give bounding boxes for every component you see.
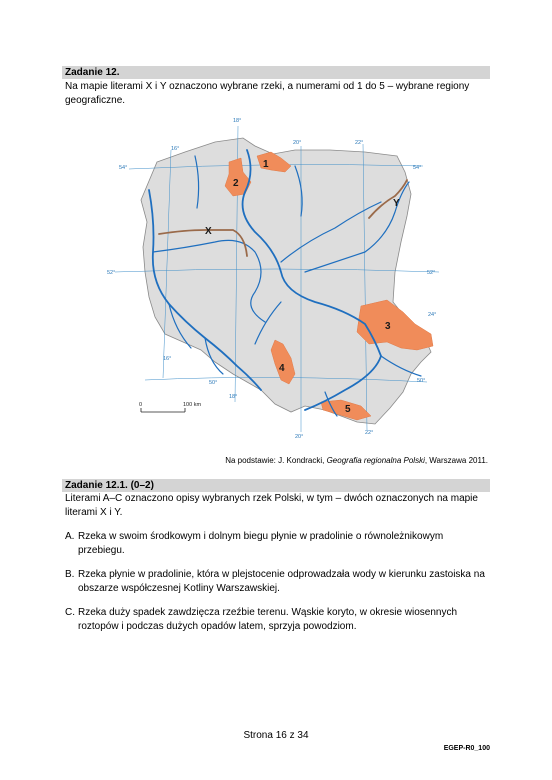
subtask-intro: Literami A–C oznaczono opisy wybranych rzek Polski, w tym – dwóch oznaczonych na mapie literami X i Y. (65, 493, 478, 518)
deg-top-22: 22° (355, 140, 364, 146)
option-c-letter: C. (65, 607, 75, 618)
poland-map (105, 112, 445, 442)
river-label-x: X (205, 226, 212, 237)
deg-top-16: 16° (171, 146, 180, 152)
deg-right-24: 24° (428, 312, 437, 318)
task-header: Zadanie 12. (65, 67, 120, 78)
option-b-text: Rzeka płynie w pradolinie, która w plejstocenie odprowadzała wody w kierunku zastoiska na obszarze współczesnej Kotliny Warszawskiej. (78, 569, 485, 594)
option-a-letter: A. (65, 531, 75, 542)
scale-start: 0 (139, 402, 143, 408)
source-title: Geografia regionalna Polski (326, 456, 425, 465)
region-label-1: 1 (263, 159, 269, 170)
deg-right-54: 54° (413, 165, 422, 171)
map-source: Na podstawie: J. Kondracki, Geografia regionalna Polski, Warszawa 2011. (225, 456, 488, 465)
deg-bottom-18: 18° (229, 394, 238, 400)
region-label-5: 5 (345, 404, 351, 415)
deg-bottom-20: 20° (295, 434, 304, 440)
deg-top-18: 18° (233, 118, 242, 124)
subtask-header-bar (62, 479, 490, 492)
option-a-text: Rzeka w swoim środkowym i dolnym biegu płynie w pradolinie o równoleżnikowym przebiegu. (78, 531, 444, 556)
deg-bottom-22: 22° (365, 430, 374, 436)
deg-left-50: 50° (209, 380, 218, 386)
scale-bar (139, 402, 201, 412)
scale-end: 100 km (183, 402, 202, 408)
deg-right-50: 50° (417, 378, 426, 384)
deg-bottom-16: 16° (163, 356, 172, 362)
deg-left-54: 54° (119, 165, 128, 171)
deg-right-52: 52° (427, 270, 436, 276)
region-label-2: 2 (233, 178, 239, 189)
region-label-4: 4 (279, 363, 285, 374)
option-c-text: Rzeka duży spadek zawdzięcza rzeźbie terenu. Wąskie koryto, w okresie wiosennych roztopów i podczas dużych opadów latem, sprzyja powodziom. (78, 607, 458, 632)
deg-top-20: 20° (293, 140, 302, 146)
river-label-y: Y (393, 198, 400, 209)
option-b-letter: B. (65, 569, 75, 580)
task-header-bar (62, 66, 490, 79)
task-intro: Na mapie literami X i Y oznaczono wybrane rzeki, a numerami od 1 do 5 – wybrane regiony geograficzne. (65, 81, 470, 106)
region-label-3: 3 (385, 321, 391, 332)
deg-left-52: 52° (107, 270, 116, 276)
region-3 (357, 300, 433, 350)
exam-code: EGEP-R0_100 (443, 745, 490, 752)
page-number: Strona 16 z 34 (243, 730, 309, 741)
subtask-header: Zadanie 12.1. (0–2) (65, 480, 154, 491)
